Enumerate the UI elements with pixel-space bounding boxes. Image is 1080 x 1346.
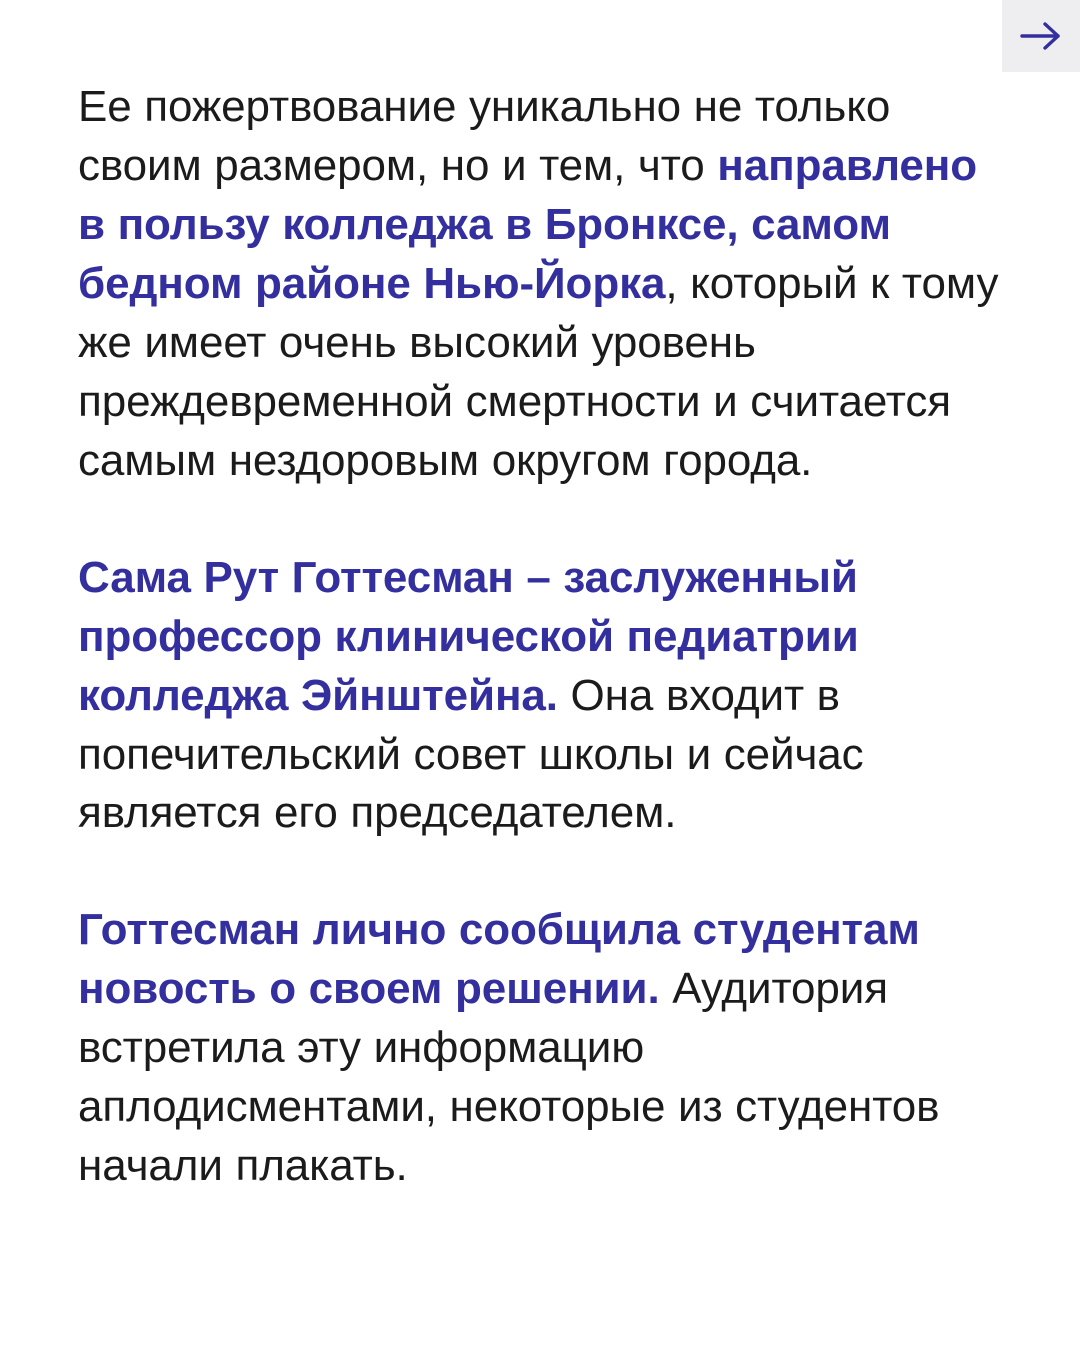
body-text: Ее пожертвование уникально не только своим размером, но и тем, что bbox=[78, 82, 891, 190]
body-text: Она входит в попечительский совет школы и сейчас является его председателем. bbox=[78, 670, 864, 838]
next-slide-button[interactable] bbox=[1002, 0, 1080, 72]
arrow-right-icon bbox=[1019, 21, 1063, 51]
article-paragraph bbox=[78, 549, 1008, 844]
article-paragraph bbox=[78, 78, 1008, 491]
highlighted-text: Сама Рут Готтесман – заслуженный профессор клинической педиатрии колледжа Эйнштейна. bbox=[78, 552, 859, 720]
article-body bbox=[78, 78, 1008, 1196]
body-text: Аудитория встретила эту информацию аплодисментами, некоторые из студентов начали плакать. bbox=[78, 964, 940, 1191]
article-paragraph bbox=[78, 901, 1008, 1196]
highlighted-text: Готтесман лично сообщила студентам новость о своем решении. bbox=[78, 905, 920, 1014]
highlighted-text: направлено в пользу колледжа в Бронксе, самом бедном районе Нью-Йорка bbox=[78, 140, 978, 308]
body-text: , который к тому же имеет очень высокий уровень преждевременной смертности и считается самым нездоровым округом города. bbox=[78, 258, 999, 485]
